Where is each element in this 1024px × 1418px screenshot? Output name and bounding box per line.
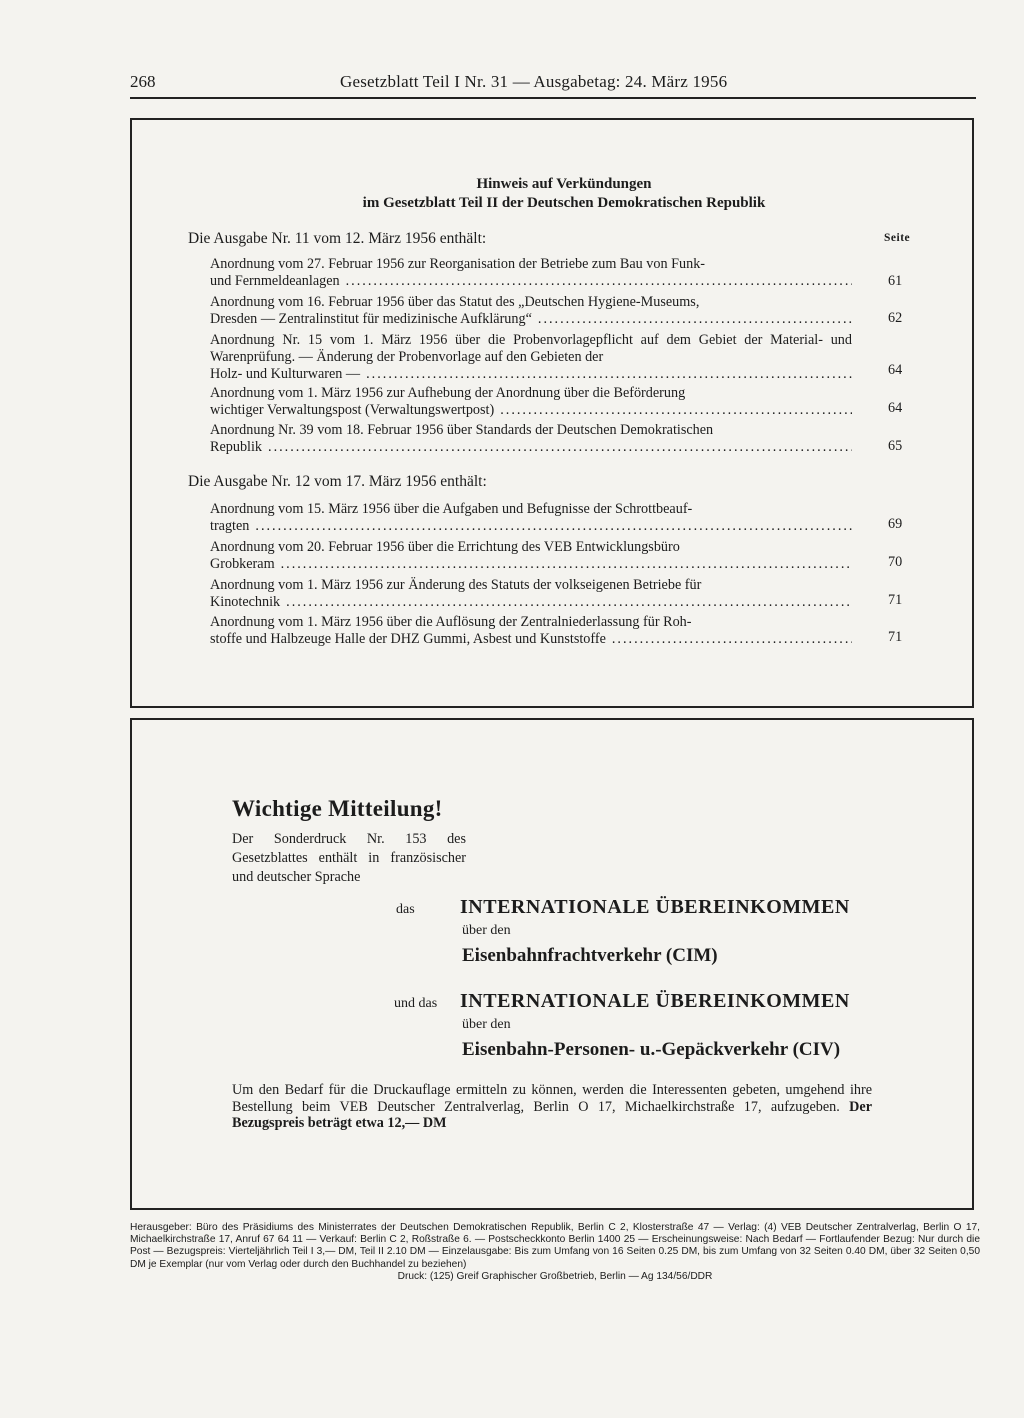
toc-entry-text: Anordnung vom 1. März 1956 zur Änderung des Statuts der volkseigenen Betriebe für bbox=[210, 577, 702, 593]
toc-page-ref: 65 bbox=[888, 438, 903, 454]
toc-entry bbox=[210, 577, 852, 611]
leader-dots bbox=[538, 311, 852, 328]
closing-text: Um den Bedarf für die Druckauflage ermitteln zu können, werden die Interessenten gebeten, umgehend ihre Bestellung beim VEB Deutscher Zentralverlag, Berlin O 17, Michaelkirchstraße 17, aufzugeben. bbox=[232, 1082, 872, 1115]
agreement-1-title: INTERNATIONALE ÜBEREINKOMMEN bbox=[460, 896, 850, 918]
toc-entry bbox=[210, 501, 852, 535]
toc-entry-text-end: wichtiger Verwaltungspost (Verwaltungswertpost) bbox=[210, 402, 495, 418]
toc-entry-text: Anordnung Nr. 39 vom 18. Februar 1956 über Standards der Deutschen Demokratischen bbox=[210, 422, 714, 438]
toc-page-ref: 70 bbox=[888, 554, 903, 570]
toc-entry-text: Anordnung vom 15. März 1956 über die Aufgaben und Befugnisse der Schrottbeauf- bbox=[210, 501, 693, 517]
toc-entry bbox=[210, 614, 852, 648]
price-note: Der Bezugspreis beträgt etwa 12,— DM bbox=[232, 1098, 872, 1131]
toc-entry bbox=[210, 294, 852, 328]
toc-entry-text-end: Republik bbox=[210, 439, 263, 455]
agreement-1-subject: Eisenbahnfrachtverkehr (CIM) bbox=[462, 945, 718, 966]
ueber-den-1: über den bbox=[462, 923, 511, 938]
leader-dots bbox=[346, 273, 852, 290]
ueber-den-2: über den bbox=[462, 1017, 511, 1032]
das-label: das bbox=[396, 902, 415, 917]
toc-page-ref: 61 bbox=[888, 273, 903, 289]
toc-entry-text-end: Kinotechnik bbox=[210, 594, 281, 610]
agreement-2-subject: Eisenbahn-Personen- u.-Gepäckverkehr (CIV) bbox=[462, 1039, 841, 1060]
toc-entry bbox=[210, 332, 852, 383]
leader-dots bbox=[366, 366, 852, 383]
toc-entry-text-end: und Fernmeldeanlagen bbox=[210, 273, 340, 289]
toc-entry-text-end: Dresden — Zentralinstitut für medizinische Aufklärung“ bbox=[210, 311, 532, 327]
toc-page-ref: 64 bbox=[888, 400, 903, 416]
issue-12-title: Die Ausgabe Nr. 12 vom 17. März 1956 enthält: bbox=[188, 473, 487, 490]
issue-11-title: Die Ausgabe Nr. 11 vom 12. März 1956 enthält: bbox=[188, 230, 487, 247]
toc-page-ref: 71 bbox=[888, 629, 903, 645]
announcements-heading-2: im Gesetzblatt Teil II der Deutschen Demokratischen Republik bbox=[362, 195, 766, 211]
toc-entry-text: Anordnung vom 1. März 1956 über die Auflösung der Zentralniederlassung für Roh- bbox=[210, 614, 692, 630]
imprint bbox=[130, 1222, 980, 1283]
leader-dots bbox=[612, 631, 852, 648]
toc-entry-text: Anordnung vom 20. Februar 1956 über die Errichtung des VEB Entwicklungsbüro bbox=[210, 539, 680, 555]
toc-entry-text-end: stoffe und Halbzeuge Halle der DHZ Gummi, Asbest und Kunststoffe bbox=[210, 631, 606, 647]
toc-page-ref: 64 bbox=[888, 362, 903, 378]
announcements-heading-1: Hinweis auf Verkündungen bbox=[476, 176, 652, 192]
notice-closing bbox=[232, 1082, 872, 1132]
toc-entry-text-end: tragten bbox=[210, 518, 250, 534]
page-number: 268 bbox=[130, 72, 156, 91]
announcements-box bbox=[130, 118, 974, 708]
imprint-text: Herausgeber: Büro des Präsidiums des Ministerrates der Deutschen Demokratischen Republik, Berlin C 2, Klosterstraße 47 — Verlag: (4) VEB Deutscher Zentralverlag, Berlin O 17, Michaelkirchstraße 17, Anruf 67 64 11 — Verkauf: Berlin C 2, Roßstraße 6. — Postscheckkonto Berlin 1400 25 — Erscheinungsweise: Nach Bedarf — Fortlaufender Bezug: Nur durch die Post — Bezugspreis: Vierteljährlich Teil I 3,— DM, Teil II 2.10 DM — Einzelausgabe: Bis zum Umfang von 16 Seiten 0.25 DM, bis zum Umfang von 32 Seiten 0.40 DM, über 32 Seiten 0,50 DM je Exemplar (nur vom Verlag oder durch den Buchhandel zu beziehen) bbox=[130, 1222, 980, 1270]
toc-entry bbox=[210, 385, 852, 419]
leader-dots bbox=[255, 518, 852, 535]
toc-entry-text-end: Grobkeram bbox=[210, 556, 275, 572]
header-rule bbox=[130, 97, 976, 99]
leader-dots bbox=[286, 594, 852, 611]
toc-entry bbox=[210, 422, 852, 456]
toc-page-ref: 62 bbox=[888, 310, 903, 326]
header-title: Gesetzblatt Teil I Nr. 31 — Ausgabetag: 24. März 1956 bbox=[340, 72, 728, 91]
running-header bbox=[130, 72, 976, 98]
toc-entry-text: Anordnung vom 1. März 1956 zur Aufhebung der Anordnung über die Beförderung bbox=[210, 385, 686, 401]
toc-entry-text: Anordnung vom 27. Februar 1956 zur Reorganisation der Betriebe zum Bau von Funk- bbox=[210, 256, 706, 272]
toc-entry-text-end: Holz- und Kulturwaren — bbox=[210, 366, 361, 382]
seite-label: Seite bbox=[884, 232, 911, 244]
toc-entry bbox=[210, 539, 852, 573]
imprint-druck: Druck: (125) Greif Graphischer Großbetrieb, Berlin — Ag 134/56/DDR bbox=[397, 1270, 713, 1282]
notice-box bbox=[130, 718, 974, 1210]
toc-page-ref: 71 bbox=[888, 592, 903, 608]
leader-dots bbox=[281, 556, 852, 573]
toc-page-ref: 69 bbox=[888, 516, 903, 532]
und-das-label: und das bbox=[394, 996, 438, 1011]
leader-dots bbox=[268, 439, 852, 456]
notice-title: Wichtige Mitteilung! bbox=[232, 796, 443, 821]
toc-entry-text: Anordnung Nr. 15 vom 1. März 1956 über die Probenvorlagepflicht auf dem Gebiet der Material- und Warenprüfung. — Änderung der Probenvorlage auf den Gebieten der bbox=[210, 332, 852, 365]
toc-entry bbox=[210, 256, 852, 290]
agreement-2-title: INTERNATIONALE ÜBEREINKOMMEN bbox=[460, 990, 850, 1012]
notice-body: Der Sonderdruck Nr. 153 des Gesetzblattes enthält in französischer und deutscher Sprache bbox=[232, 831, 466, 885]
leader-dots bbox=[500, 402, 852, 419]
toc-entry-text: Anordnung vom 16. Februar 1956 über das Statut des „Deutschen Hygiene-Museums, bbox=[210, 294, 700, 310]
